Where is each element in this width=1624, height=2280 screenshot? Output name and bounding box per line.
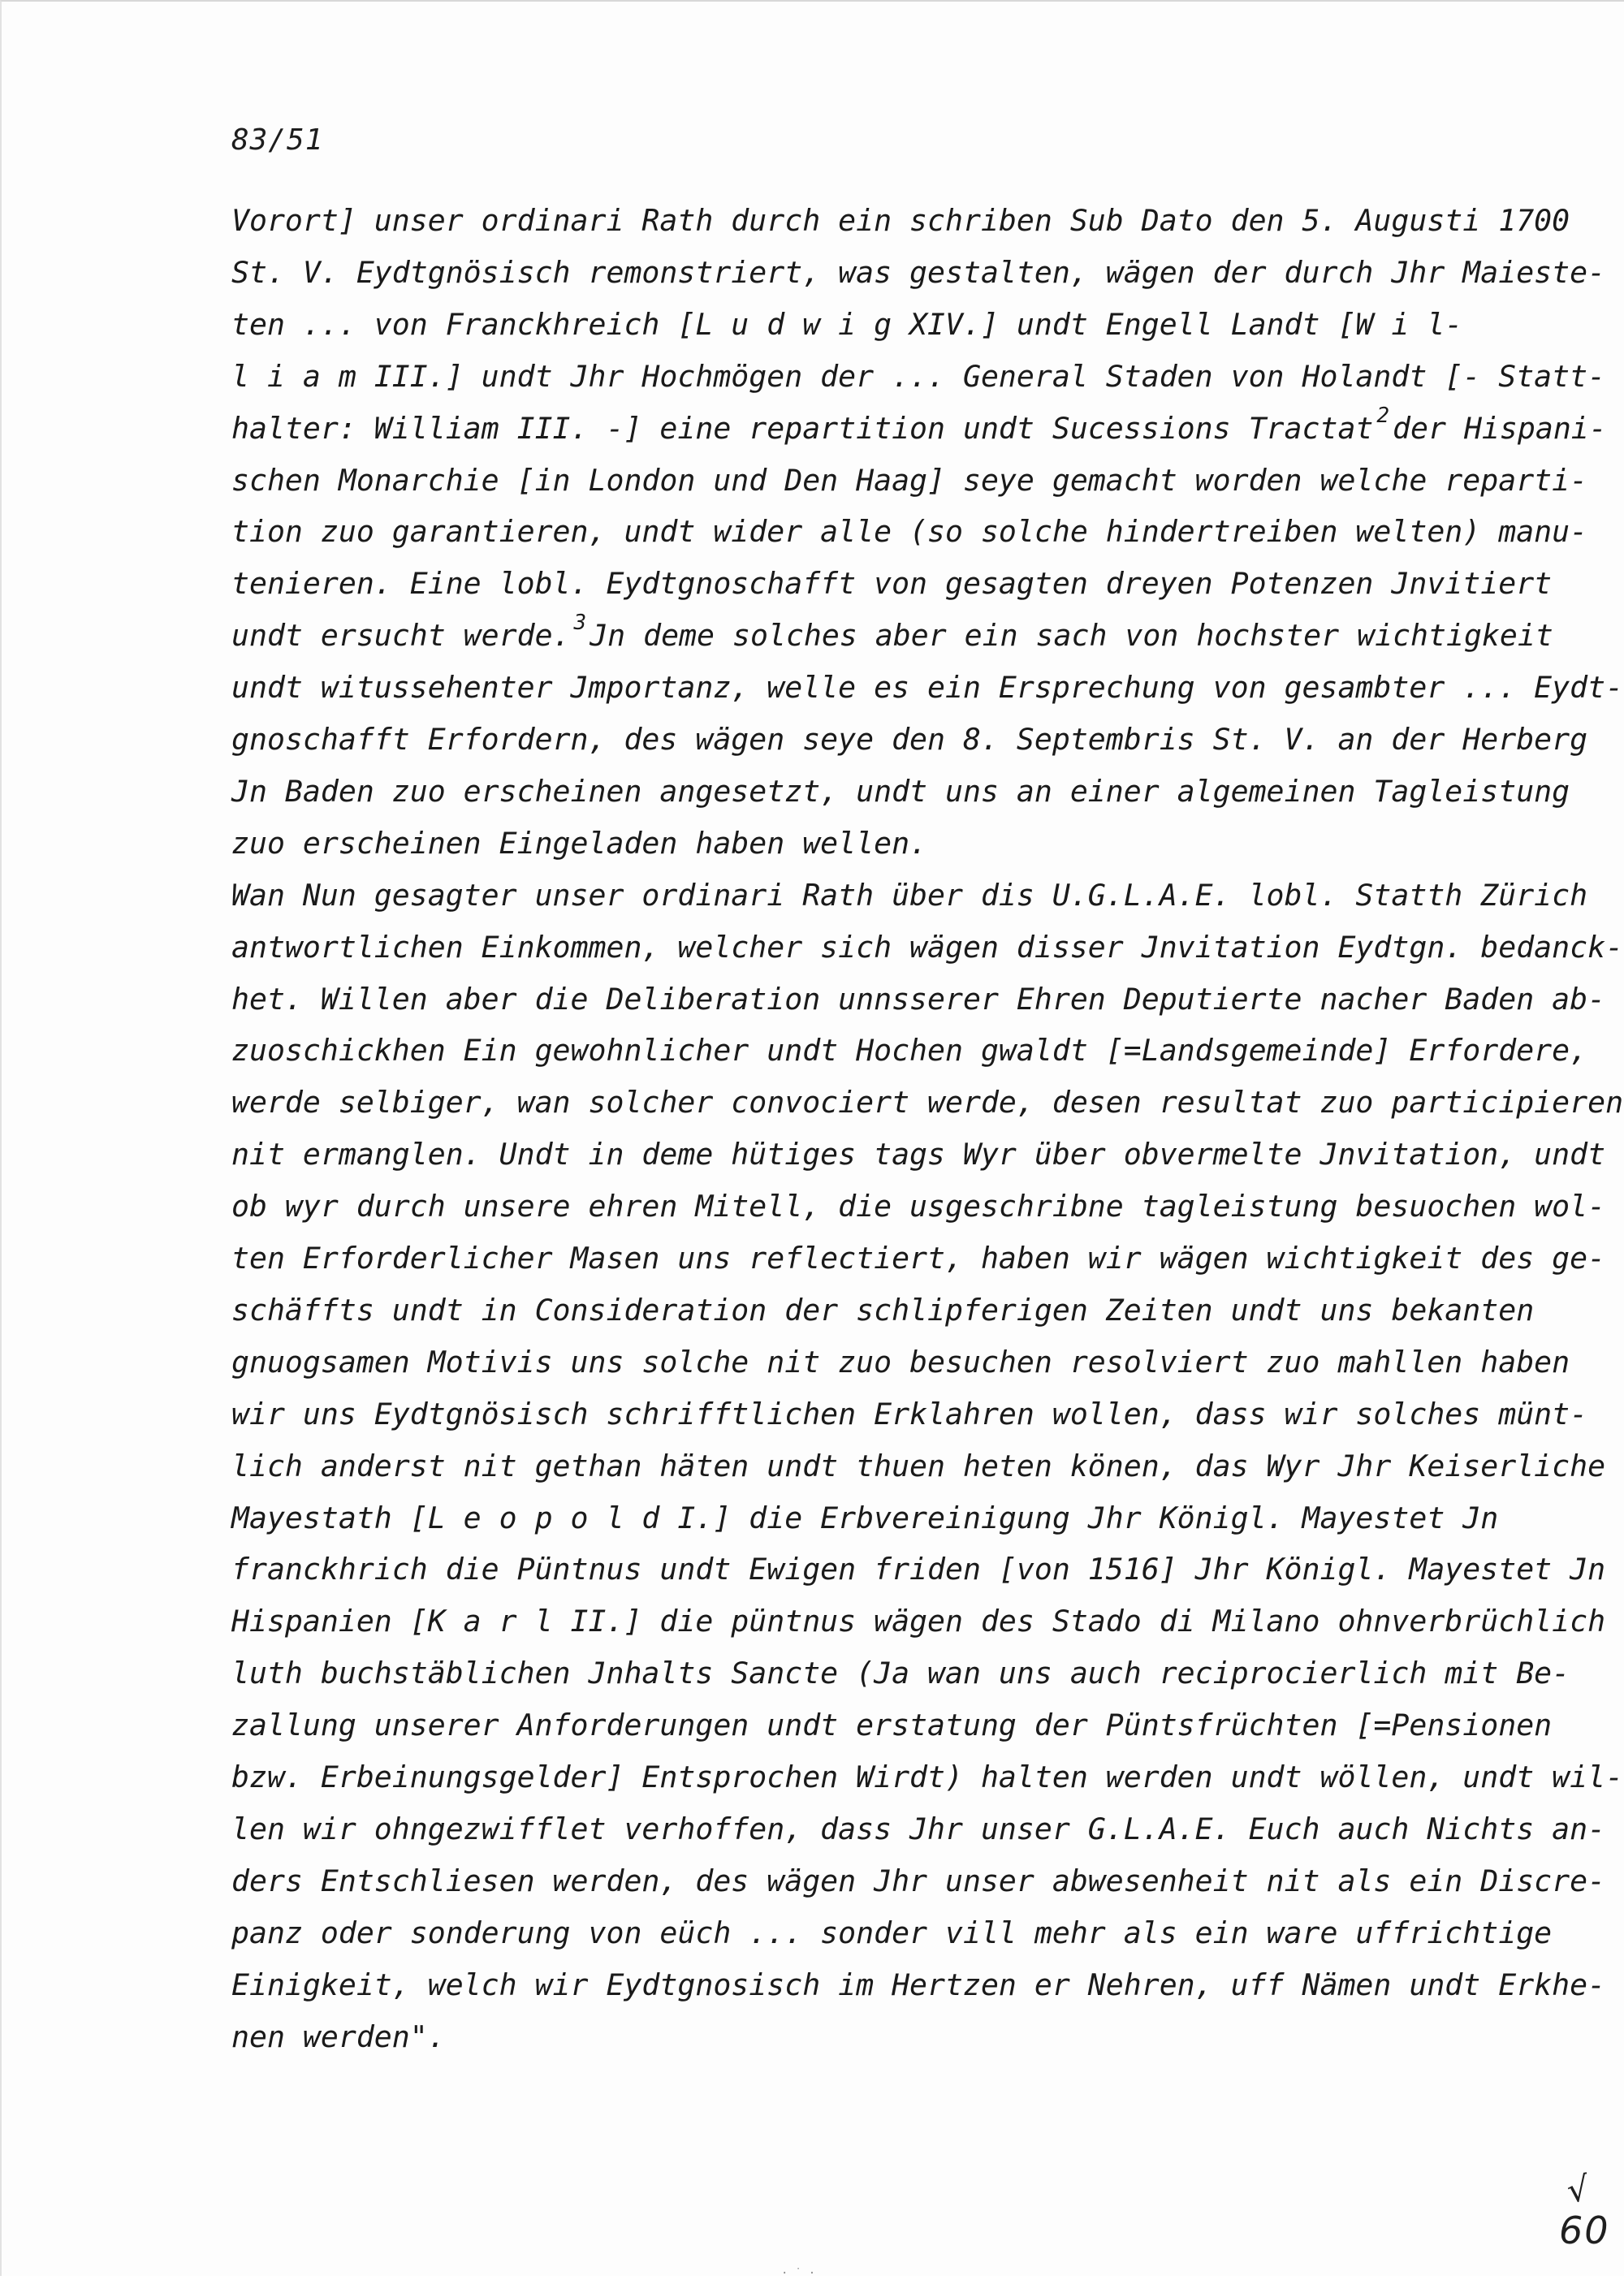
line-text: ders Entschliesen werden, des wägen Jhr unser abwesenheit nit als ein Discre- <box>231 1863 1606 1898</box>
line-text: tenieren. Eine lobl. Eydtgnoschafft von gesagten dreyen Potenzen Jnvitiert <box>231 566 1553 602</box>
line-text: halter: William III. -] eine repartition undt Sucessions Tractat <box>231 410 1374 446</box>
text-line <box>231 878 1587 913</box>
text-line <box>231 463 1587 499</box>
text-line <box>231 403 1607 450</box>
text-line <box>231 359 1605 395</box>
text-line <box>231 1552 1605 1587</box>
line-text: luth buchstäblichen Jnhalts Sancte (Ja wan uns auch reciprocierlich mit Be- <box>231 1656 1570 1691</box>
footnote-marker: 3 <box>573 611 587 636</box>
line-text: het. Willen aber die Deliberation unnsserer Ehren Deputierte nacher Baden ab- <box>231 981 1606 1017</box>
text-line <box>231 1085 1623 1121</box>
text-line <box>231 1604 1605 1639</box>
text-line <box>231 1811 1605 1847</box>
line-text: schäffts undt in Consideration der schlipferigen Zeiten undt uns bekanten <box>231 1292 1535 1328</box>
line-text: Wan Nun gesagter unser ordinari Rath über dis U.G.L.A.E. lobl. Statth Zürich <box>231 877 1588 913</box>
line-text: Hispanien [K a r l II.] die püntnus wägen des Stado di Milano ohnverbrüchlich <box>231 1604 1606 1639</box>
line-text: lich anderst nit gethan häten undt thuen heten könen, das Wyr Jhr Keiserliche <box>231 1448 1606 1483</box>
line-text: Einigkeit, welch wir Eydtgnosisch im Hertzen er Nehren, uff Nämen undt Erkhe- <box>231 1967 1606 2002</box>
text-line <box>231 982 1605 1017</box>
line-text: antwortlichen Einkommen, welcher sich wägen disser Jnvitation Eydtgn. bedanck- <box>231 929 1624 965</box>
text-line <box>231 1137 1605 1172</box>
text-line <box>231 1760 1623 1795</box>
line-text: Vorort] unser ordinari Rath durch ein schriben Sub Dato den 5. Augusti 1700 <box>231 203 1570 238</box>
text-line <box>231 1915 1552 1951</box>
text-line <box>231 1863 1605 1899</box>
line-text: Mayestath [L e o p o l d I.] die Erbvereinigung Jhr Königl. Mayestet Jn <box>231 1500 1499 1535</box>
line-text: panz oder sonderung von eüch ... sonder vill mehr als ein ware uffrichtige <box>231 1915 1553 1950</box>
line-text: l i a m III.] undt Jhr Hochmögen der ... General Staden von Holandt [- Statt- <box>231 358 1606 394</box>
line-text: nen werden". <box>231 2019 446 2054</box>
line-text: St. V. Eydtgnösisch remonstriert, was gestalten, wägen der durch Jhr Maieste- <box>231 254 1606 290</box>
text-line <box>231 1189 1605 1224</box>
line-text: ob wyr durch unsere ehren Mitell, die usgeschribne tagleistung besuochen wol- <box>231 1189 1606 1224</box>
line-text: undt witussehenter Jmportanz, welle es ein Ersprechung von gesambter ... Eydt- <box>231 670 1624 706</box>
line-text: gnuogsamen Motivis uns solche nit zuo besuchen resolviert zuo mahllen haben <box>231 1344 1570 1380</box>
text-line <box>231 255 1605 291</box>
line-text: franckhrich die Püntnus undt Ewigen friden [von 1516] Jhr Königl. Mayestet Jn <box>231 1552 1606 1587</box>
text-line <box>231 1708 1552 1743</box>
text-line <box>231 1033 1587 1069</box>
text-line <box>231 307 1462 343</box>
line-text: ten Erforderlicher Masen uns reflectiert, haben wir wägen wichtigkeit des ge- <box>231 1241 1606 1276</box>
page-number: 83/51 <box>231 123 324 157</box>
line-text: ten ... von Franckhreich [L u d w i g XIV.] undt Engell Landt [W i l- <box>231 306 1463 342</box>
line-text: schen Monarchie [in London und Den Haag] seye gemacht worden welche reparti- <box>231 462 1588 498</box>
text-line <box>231 774 1570 810</box>
text-line <box>231 611 1553 657</box>
text-line <box>231 1656 1570 1691</box>
line-text: zallung unserer Anforderungen undt erstatung der Püntsfrüchten [=Pensionen <box>231 1708 1553 1743</box>
text-line <box>231 930 1623 965</box>
scan-artifact: · ˙ · <box>781 2267 816 2280</box>
line-text: zuoschickhen Ein gewohnlicher undt Hochen gwaldt [=Landsgemeinde] Erfordere, <box>231 1033 1588 1069</box>
text-line <box>231 2019 446 2055</box>
line-text: tion zuo garantieren, undt wider alle (so solche hindertreiben welten) manu- <box>231 514 1588 550</box>
text-line <box>231 1293 1534 1328</box>
text-line <box>231 1449 1605 1484</box>
line-text: bzw. Erbeinungsgelder] Entsprochen Wirdt) halten werden undt wöllen, undt wil- <box>231 1760 1624 1794</box>
text-line <box>231 514 1587 550</box>
line-text: Jn Baden zuo erscheinen angesetzt, undt uns an einer algemeinen Tagleistung <box>231 773 1570 809</box>
line-text: undt ersucht werde. <box>231 618 571 654</box>
footnote-marker: 2 <box>1376 403 1390 428</box>
text-line <box>231 670 1623 706</box>
text-line <box>231 1345 1570 1380</box>
line-text: len wir ohngezwifflet verhoffen, dass Jhr unser G.L.A.E. Euch auch Nichts an- <box>231 1811 1606 1846</box>
text-line <box>231 566 1552 602</box>
text-line <box>231 1501 1498 1536</box>
archive-page-number: 60 <box>1559 2209 1610 2252</box>
line-text: wir uns Eydtgnösisch schrifftlichen Erklahren wollen, dass wir solches münt- <box>231 1396 1588 1431</box>
line-text: gnoschafft Erfordern, des wägen seye den 8. Septembris St. V. an der Herberg <box>231 722 1588 757</box>
line-text: werde selbiger, wan solcher convociert werde, desen resultat zuo participieren <box>231 1085 1624 1121</box>
line-text-continued: der Hispani- <box>1393 410 1607 446</box>
line-text: nit ermanglen. Undt in deme hütiges tags Wyr über obvermelte Jnvitation, undt <box>231 1137 1606 1172</box>
line-text-continued: Jn deme solches aber ein sach von hochster wichtigkeit <box>590 618 1553 654</box>
text-line <box>231 1241 1605 1276</box>
check-mark: √ <box>1564 2168 1592 2211</box>
text-line <box>231 826 927 861</box>
line-text: zuo erscheinen Eingeladen haben wellen. <box>231 825 928 861</box>
text-line <box>231 1967 1605 2003</box>
text-line <box>231 722 1587 758</box>
text-line <box>231 1397 1587 1432</box>
text-line <box>231 203 1570 239</box>
